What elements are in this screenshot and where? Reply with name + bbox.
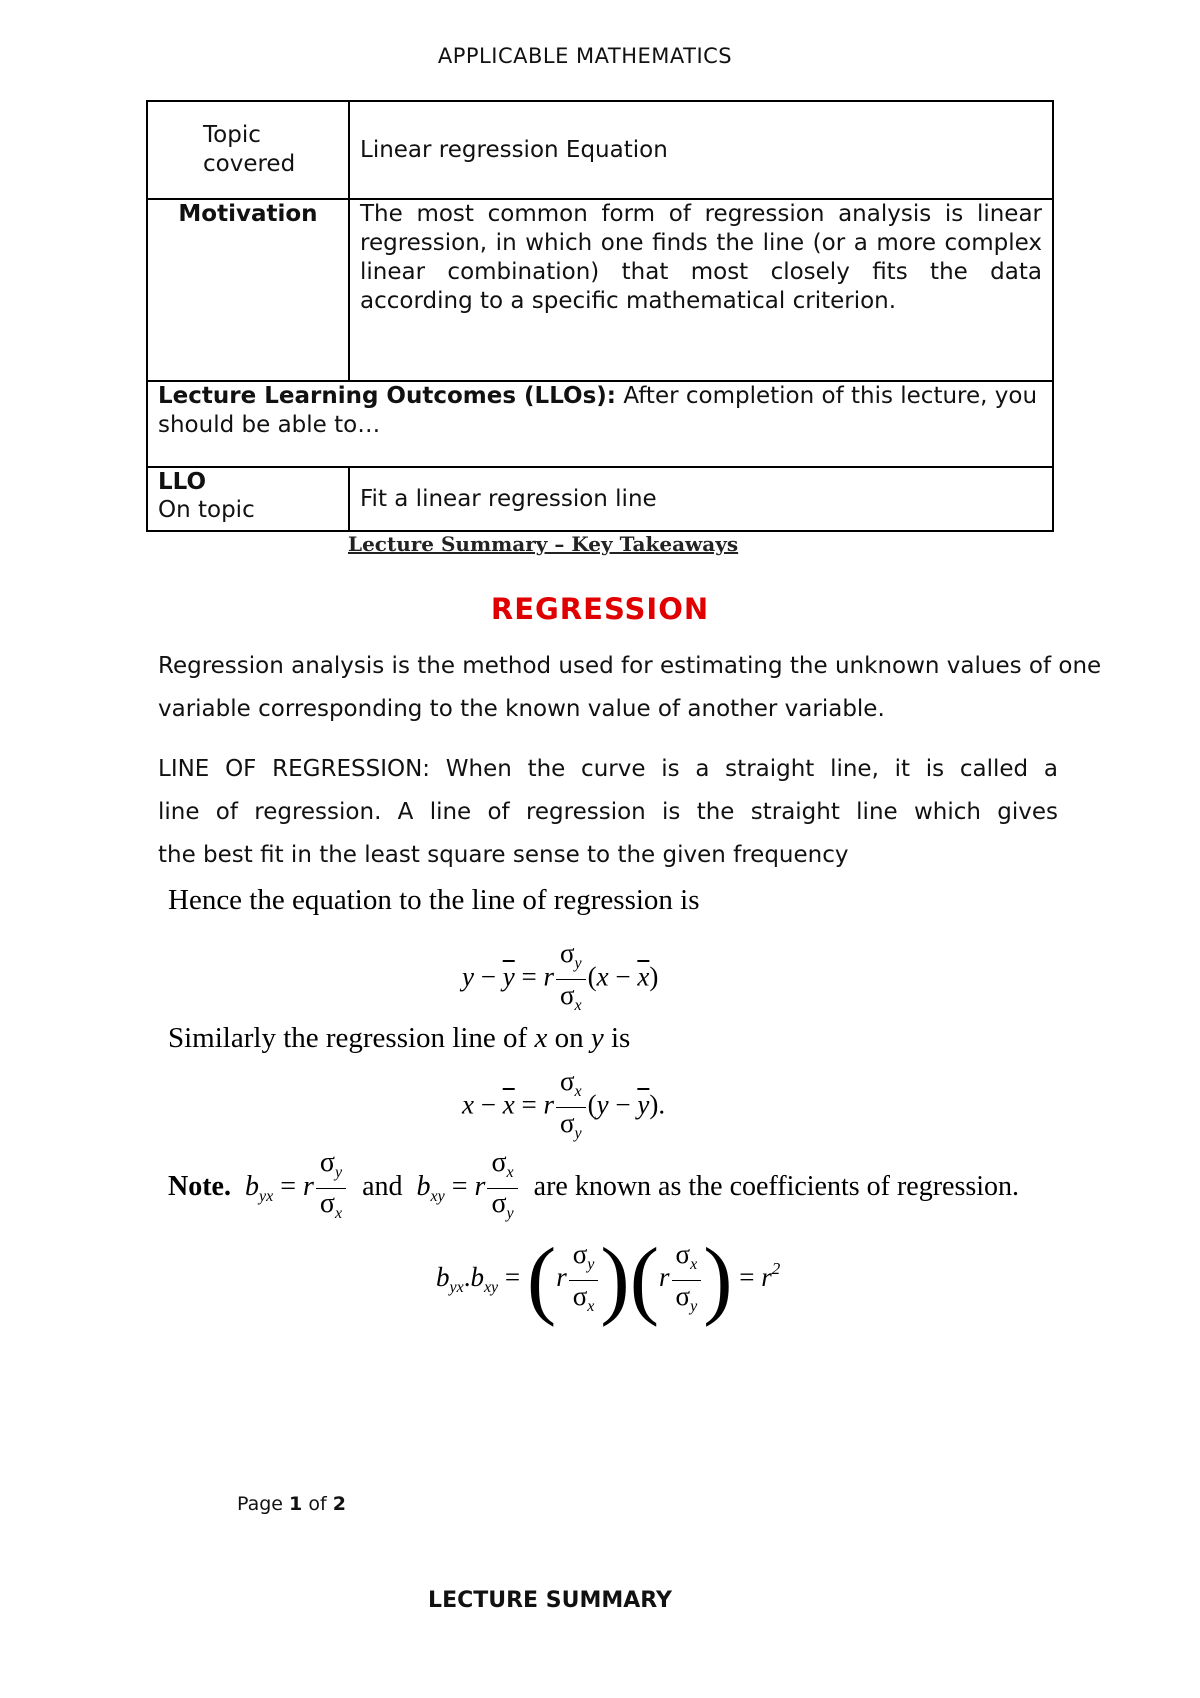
lecture-summary-link[interactable]: Lecture Summary – Key Takeaways <box>348 532 739 556</box>
document-header-title: APPLICABLE MATHEMATICS <box>437 44 733 68</box>
table-row-motivation <box>147 199 1053 381</box>
similarly-text-on: on <box>547 1022 591 1054</box>
equation-intro-text: Hence the equation to the line of regression is <box>168 884 700 916</box>
regression-equation-x-on-y: $x - \overline{x} = r$ $\frac{\sigma_x}{\sigma_y}$ $(y - \overline{y})$. <box>462 1066 666 1142</box>
paragraph2-line3: the best fit in the least square sense to the given frequency <box>158 842 849 868</box>
lecture-info-table <box>146 100 1054 532</box>
note-tail: are known as the coefficients of regression. <box>533 1170 1020 1202</box>
llo-heading-rest: After completion of this lecture, you should be able to… <box>158 383 1038 438</box>
page-current: 1 <box>289 1493 303 1515</box>
section-title: REGRESSION <box>490 592 710 626</box>
table-row-topic <box>147 101 1053 199</box>
topic-value: Linear regression Equation <box>349 101 1053 199</box>
note-label: Note. <box>168 1170 231 1202</box>
footer-title: LECTURE SUMMARY <box>428 1588 672 1613</box>
motivation-label: Motivation <box>147 199 349 381</box>
topic-label: Topic covered <box>203 122 296 177</box>
note-and: and <box>362 1170 403 1202</box>
page-of: of <box>302 1493 333 1515</box>
regression-definition-paragraph: Regression analysis is the method used for estimating the unknown values of one variable corresponding to the known value of another variable. <box>158 653 1102 722</box>
note-coefficients-line: Note. $b_{yx} = r$ $\frac{\sigma_y}{\sigma_x}$ and $b_{xy} = r$ $\frac{\sigma_x}{\sigma_y}$ are known as the coefficients of regression. <box>168 1147 1020 1222</box>
paragraph2-line1: LINE OF REGRESSION: When the curve is a straight line, it is called a <box>158 756 1058 782</box>
coefficient-product-equation: $b_{yx}.b_{xy} = (r$ $\frac{\sigma_y}{\sigma_x}$ )(r $\frac{\sigma_x}{\sigma_y}$ ) = $r^2$ <box>436 1231 781 1328</box>
page-prefix: Page <box>237 1493 290 1515</box>
similarly-text <box>168 1022 630 1055</box>
table-row-llo-heading <box>147 381 1053 467</box>
llo-value: Fit a linear regression line <box>349 467 1053 531</box>
paragraph2-line2: line of regression. A line of regression is the straight line which gives <box>158 799 1058 825</box>
llo-sublabel: On topic <box>158 497 255 523</box>
page-number <box>237 1493 346 1515</box>
motivation-text: The most common form of regression analysis is linear regression, in which one finds the line (or a more complex linear combination) that most closely fits the data according to a specific mathematical criterion. <box>349 199 1053 381</box>
llo-label: LLO <box>158 469 207 495</box>
llo-label-cell <box>147 467 349 531</box>
table-row-llo <box>147 467 1053 531</box>
regression-equation-y-on-x: $y - \overline{y} = r$ $\frac{\sigma_y}{\sigma_x}$ $(x - \overline{x})$ <box>462 938 659 1014</box>
similarly-text-x: x <box>534 1022 548 1054</box>
line-of-regression-paragraph <box>158 748 1058 877</box>
similarly-text-is: is <box>603 1022 631 1054</box>
llo-heading-bold: Lecture Learning Outcomes (LLOs): <box>158 383 617 409</box>
similarly-text-a: Similarly the regression line of <box>168 1022 535 1054</box>
similarly-text-y: y <box>590 1022 604 1054</box>
llo-heading-cell <box>147 381 1053 467</box>
page-total: 2 <box>332 1493 346 1515</box>
topic-label-cell <box>147 101 349 199</box>
